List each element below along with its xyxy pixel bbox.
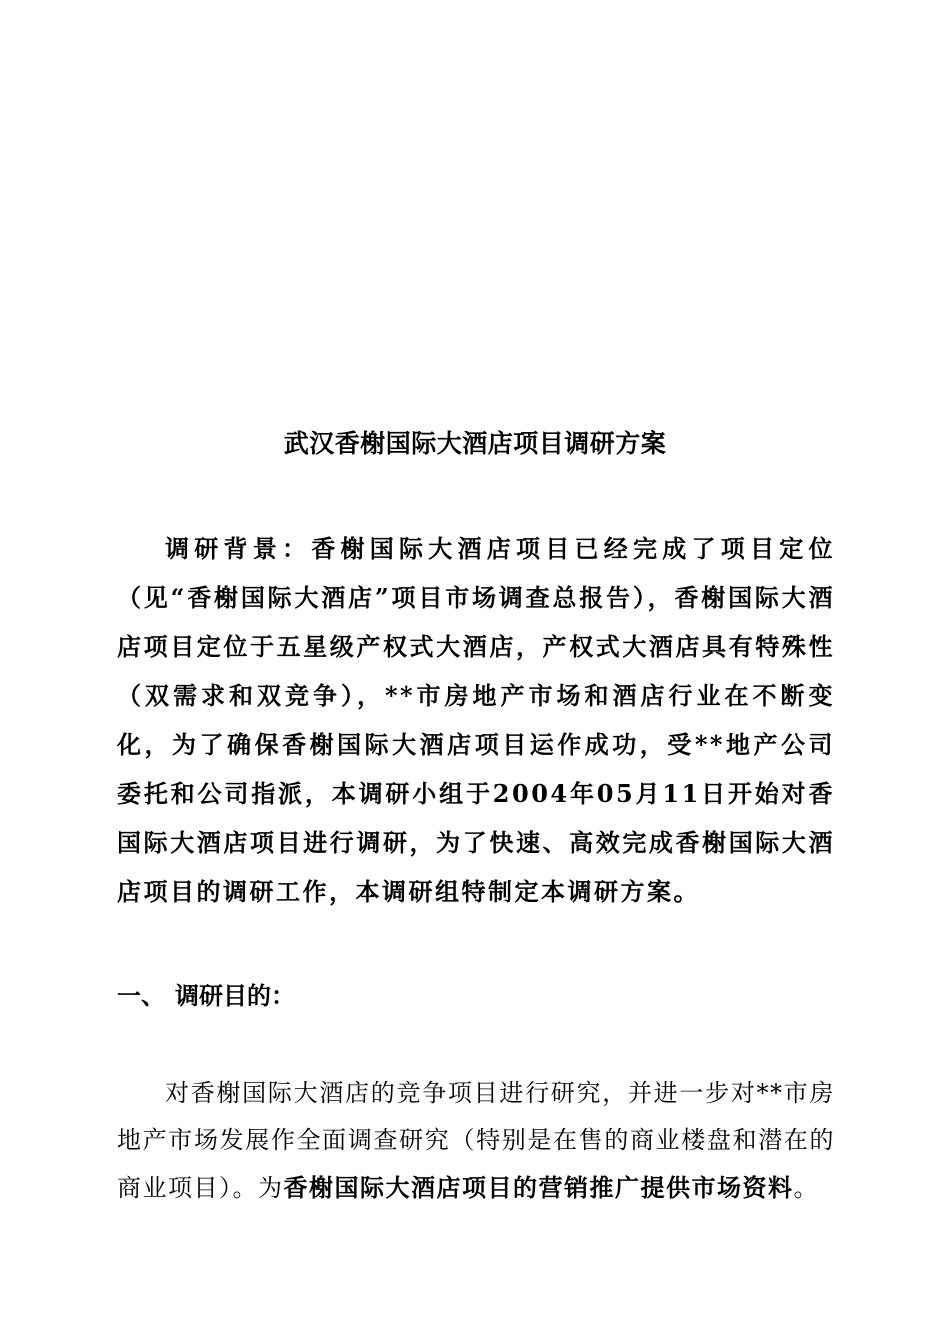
purpose-text-end: 。 [793,1174,819,1202]
section-heading-text: 调研目的： [175,981,295,1010]
purpose-paragraph [117,1070,835,1212]
section-number: 一、 [117,981,165,1010]
background-paragraph: 调研背景：香榭国际大酒店项目已经完成了项目定位（见“香榭国际大酒店”项目市场调查总报告），香榭国际大酒店项目定位于五星级产权式大酒店，产权式大酒店具有特殊性（双需求和双竞争），**市房地产市场和酒店行业在不断变化，为了确保香榭国际大酒店项目运作成功，受**地产公司委托和公司指派，本调研小组于2004年05月11日开始对香国际大酒店项目进行调研，为了快速、高效完成香榭国际大酒店项目的调研工作，本调研组特制定本调研方案。 [117,534,835,906]
section-heading-purpose [117,974,835,1018]
document-title: 武汉香榭国际大酒店项目调研方案 [283,429,667,458]
purpose-text: 对香榭国际大酒店的竞争项目进行研究，并进一步对**市房地产市场发展作全面调查研究（特别是在售的商业楼盘和潜在的商业项目）。为 [117,1079,835,1202]
purpose-emphasis-text: 香榭国际大酒店项目的营销推广提供市场资料 [283,1173,794,1202]
